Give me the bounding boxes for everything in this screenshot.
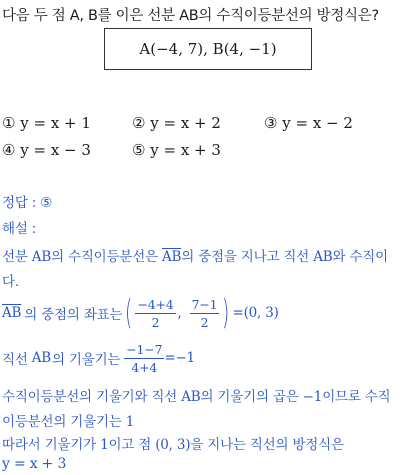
point: (0, 3) xyxy=(155,437,191,453)
text: 의 수직이등분선은 xyxy=(51,249,158,265)
segment-ab-overline: $\overline{AB}$ xyxy=(161,249,182,265)
text: 수직이등분선의 기울기와 직선 xyxy=(2,389,178,405)
choice-4[interactable] xyxy=(2,141,91,159)
value: −1 xyxy=(302,389,323,405)
points-box xyxy=(104,28,312,70)
choice-2[interactable] xyxy=(132,114,221,132)
denominator: 4+4 xyxy=(131,359,158,375)
fraction xyxy=(190,297,220,330)
choice-1-expr: y = x + 1 xyxy=(20,114,91,132)
text: 의 기울기는 xyxy=(51,352,121,368)
choice-2-num: ② xyxy=(132,114,146,132)
choice-4-num: ④ xyxy=(2,141,16,159)
denominator: 2 xyxy=(200,314,209,330)
text: 따라서 기울기가 xyxy=(2,437,96,453)
choice-3[interactable] xyxy=(264,114,353,132)
segment-ab-overline: $\overline{AB}$ xyxy=(2,305,22,321)
explain-label: 해설 : xyxy=(2,221,37,237)
choice-1-num: ① xyxy=(2,114,16,132)
value: 1 xyxy=(100,437,109,453)
choice-4-expr: y = x − 3 xyxy=(20,141,91,159)
right-paren: ) xyxy=(222,293,230,333)
line-ab: AB xyxy=(313,249,333,265)
choice-5-expr: y = x + 3 xyxy=(150,141,221,159)
choice-1[interactable] xyxy=(2,114,91,132)
text: 의 중점의 좌표는 xyxy=(24,307,123,323)
comma: , xyxy=(177,305,182,321)
answer-label: 정답 : xyxy=(2,195,37,211)
numerator: 7−1 xyxy=(191,296,218,312)
segment-ab: AB xyxy=(31,249,52,265)
text: 이므로 수직 xyxy=(322,389,391,405)
choice-5-num: ⑤ xyxy=(132,141,146,159)
text: 이등분선의 기울기는 xyxy=(2,414,122,430)
text: 와 수직이 xyxy=(332,249,388,265)
question-text: 다음 두 점 A, B를 이은 선분 AB의 수직이등분선의 방정식은? xyxy=(2,8,379,24)
choice-3-expr: y = x − 2 xyxy=(282,114,353,132)
perp-line-1 xyxy=(2,385,390,405)
slope-line xyxy=(2,338,195,378)
value: 1 xyxy=(125,414,135,430)
text: 이고 점 xyxy=(108,437,152,453)
slope-result: =−1 xyxy=(164,350,195,366)
text: 직선 xyxy=(2,352,28,368)
numerator: −1−7 xyxy=(126,341,163,357)
perp-line-2 xyxy=(2,410,134,430)
text: 을 지나는 직선의 방정식은 xyxy=(190,437,344,453)
final-equation: y = x + 3 xyxy=(2,456,67,472)
line-ab: AB xyxy=(181,389,201,405)
final-line xyxy=(2,433,344,453)
answer-value: ⑤ xyxy=(40,195,53,211)
text: 의 중점을 지나고 직선 xyxy=(181,249,310,265)
text: 선분 xyxy=(2,249,28,265)
fraction xyxy=(135,297,175,330)
numerator: −4+4 xyxy=(137,296,174,312)
explain-line-2: 다. xyxy=(2,274,19,290)
fraction xyxy=(124,342,164,375)
left-paren: ( xyxy=(125,293,133,333)
choice-3-num: ③ xyxy=(264,114,278,132)
midpoint-result: =(0, 3) xyxy=(232,305,279,321)
choice-2-expr: y = x + 2 xyxy=(150,114,221,132)
choice-5[interactable] xyxy=(132,141,221,159)
midpoint-line xyxy=(2,293,279,333)
points-text: A(−4, 7), B(4, −1) xyxy=(139,40,277,58)
line-ab: AB xyxy=(31,350,51,366)
explain-line-1 xyxy=(2,245,388,265)
denominator: 2 xyxy=(151,314,160,330)
answer-line xyxy=(2,191,52,211)
text: 의 기울기의 곱은 xyxy=(200,389,299,405)
